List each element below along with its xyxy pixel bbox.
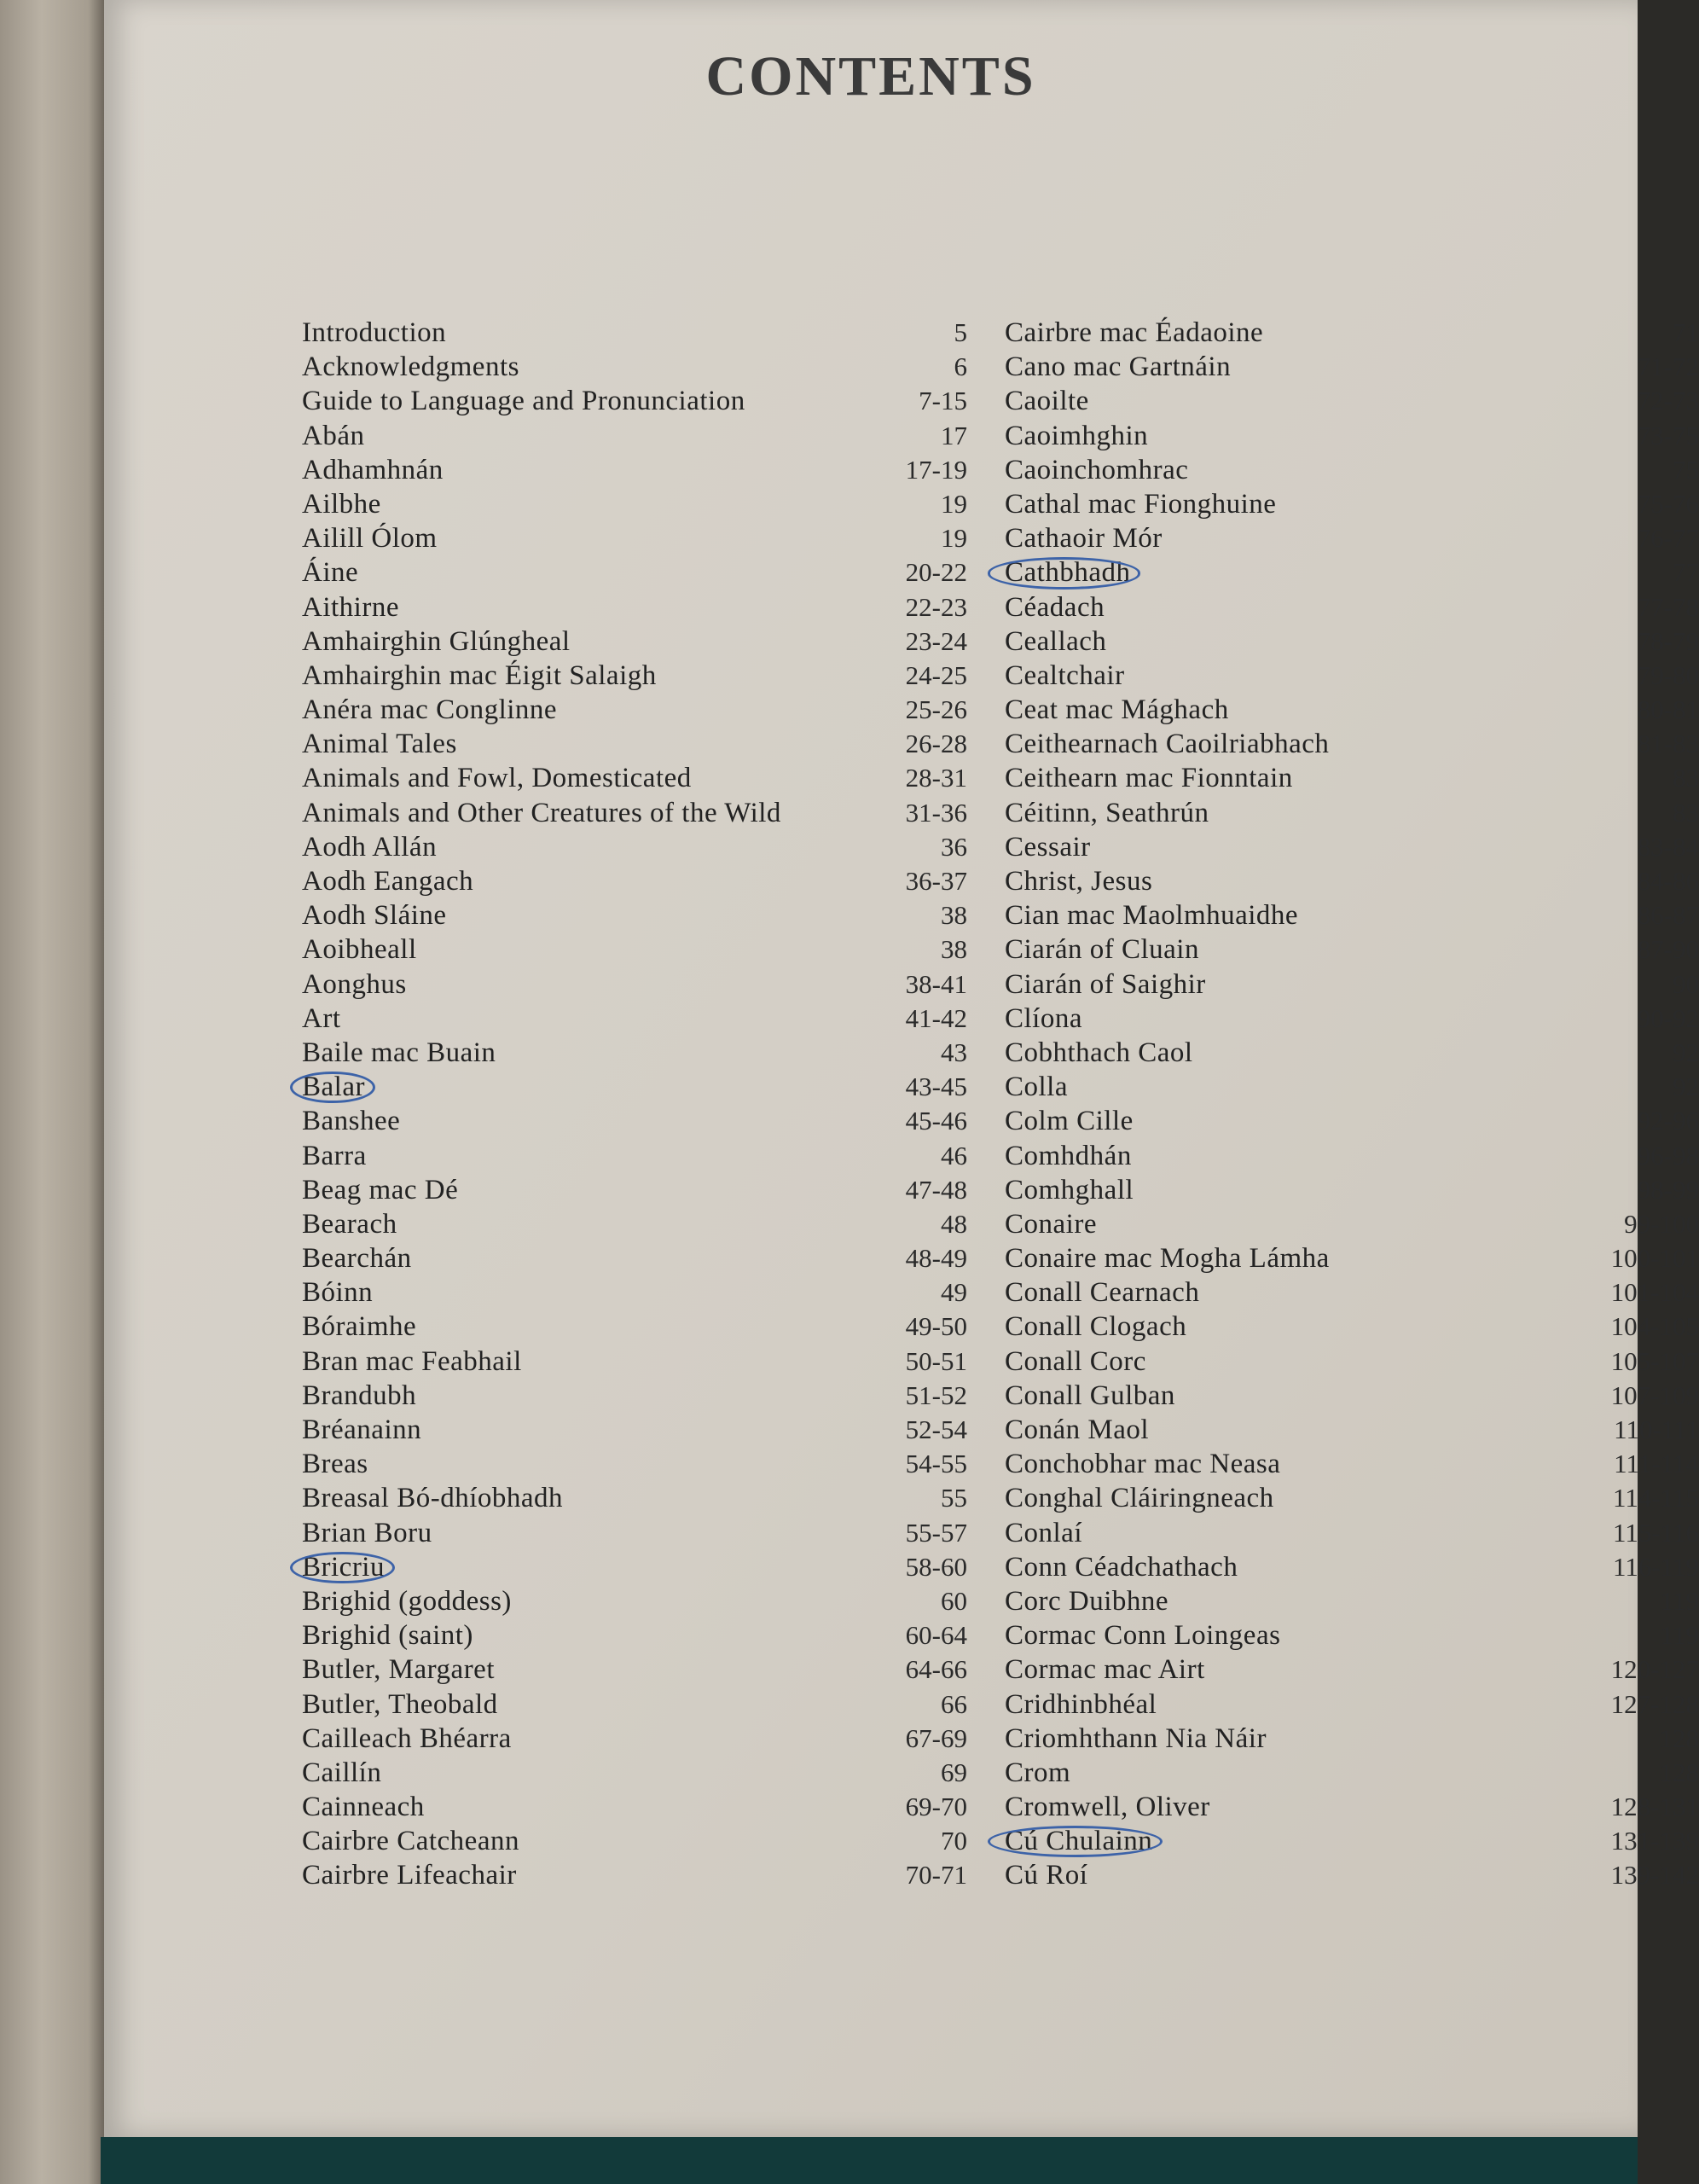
toc-entry-pages: 41-42 [905,1002,967,1033]
toc-entry-pages: 38-41 [905,968,967,999]
toc-entry-pages: 114-115 [1612,1483,1699,1513]
toc-entry-name: Anéra mac Conglinne [302,694,558,726]
toc-entry [302,590,967,624]
toc-entry-name: Animal Tales [302,729,457,760]
toc-entry [1000,693,1699,727]
toc-entry-name: Conall Cearnach [1005,1277,1200,1309]
toc-entry-name: Acknowledgments [302,351,519,383]
toc-entry [302,555,967,590]
toc-entry-pages: 86-87 [1637,900,1699,931]
toc-entry-name: Áine [302,557,359,589]
toc-entry-pages: 70-71 [905,1860,967,1891]
toc-entry [302,1002,967,1036]
toc-entry-name: Clíona [1005,1002,1082,1034]
toc-entry-name: Aonghus [302,968,407,1000]
toc-entry-pages: 24-25 [905,659,967,690]
toc-entry-pages: 46 [941,1140,967,1170]
toc-entry-pages: 17-19 [905,454,967,485]
toc-entry-pages: 77 [1673,557,1699,588]
toc-entry-pages: 48-49 [905,1243,967,1274]
toc-entry-name: Conchobhar mac Neasa [1005,1449,1281,1480]
toc-entry-name: Cathaoir Mór [1005,523,1163,555]
toc-entry-name: Cormac Conn Loingeas [1005,1620,1281,1652]
toc-entry [302,350,967,384]
toc-entry [302,761,967,795]
toc-entry [1000,1310,1699,1344]
toc-entry-pages: 92 [1673,1037,1699,1067]
toc-entry-name: Bóraimhe [302,1311,417,1343]
toc-entry [1000,1241,1699,1275]
toc-entry-name: Cairbre mac Éadaoine [1005,317,1264,348]
toc-entry [302,487,967,521]
toc-entry-name: Aodh Allán [302,831,438,863]
toc-entry-pages: 71 [1673,317,1699,347]
toc-entry-pages: 43 [941,1037,967,1067]
toc-entry-pages: 127-128 [1610,1688,1699,1719]
toc-entry [302,1379,967,1413]
toc-entry-pages: 75-76 [1637,488,1699,519]
toc-entry-pages: 92 [1673,1072,1699,1102]
toc-entry [1000,1550,1699,1584]
toc-entry-pages: 49-50 [905,1311,967,1342]
toc-entry-name: Criomhthann Nia Náir [1005,1722,1267,1754]
toc-entry-pages: 71-72 [1637,351,1699,382]
toc-entry [1000,419,1699,453]
toc-entry-name: Ceat mac Mághach [1005,694,1229,726]
toc-entry-name: Conaire mac Mogha Lámha [1005,1243,1330,1275]
toc-entry-name: Brandubh [302,1380,417,1411]
toc-entry-name: Conall Corc [1005,1345,1146,1377]
toc-entry-name: Bréanainn [302,1414,422,1445]
toc-entry-pages: 47-48 [905,1174,967,1205]
toc-entry-name-circled: Cathbhadh [1000,555,1130,590]
toc-entry-name: Ciarán of Cluain [1005,934,1199,966]
toc-entry-name: Ceithearn mac Fionntain [1005,763,1293,794]
toc-entry-name: Ailill Ólom [302,523,438,555]
toc-entry-pages: 60 [941,1585,967,1616]
toc-entry-pages: 38 [941,900,967,931]
toc-entry-pages: 116-119 [1612,1551,1699,1582]
toc-entry-pages: 36 [941,831,967,862]
toc-entry [1000,384,1699,418]
toc-entry-pages: 83 [1673,763,1699,793]
toc-entry [1000,453,1699,487]
toc-entry-name: Guide to Language and Pronunciation [302,386,745,417]
toc-entry-name: Conán Maol [1005,1414,1150,1445]
toc-entry [1000,350,1699,384]
toc-entry-pages: 49 [941,1277,967,1308]
toc-entry-name: Conghal Cláiringneach [1005,1483,1274,1514]
toc-entry-pages: 45-46 [905,1106,967,1136]
toc-entry-name: Amhairghin Glúngheal [302,625,571,657]
toc-entry-pages: 128 [1659,1722,1699,1753]
toc-entry [1000,1722,1699,1756]
toc-entry [302,1550,967,1584]
toc-entry [1000,1653,1699,1687]
toc-entry-name: Cridhinbhéal [1005,1688,1157,1720]
toc-entry [302,1618,967,1653]
toc-entry-pages: 87-90 [1637,934,1699,965]
contents-column-right [1000,316,1699,1893]
toc-entry-pages: 81-83 [1637,729,1699,759]
toc-entry [302,419,967,453]
toc-entry-name-circled: Bricriu [302,1550,385,1584]
toc-entry-name: Brian Boru [302,1517,432,1548]
toc-entry-pages: 131-139 [1610,1826,1699,1856]
toc-entry [302,898,967,932]
toc-entry [1000,1345,1699,1379]
toc-entry-name: Conlaí [1005,1517,1082,1548]
toc-entry-name: Aodh Sláine [302,900,447,932]
toc-entry-name: Cealtchair [1005,659,1125,691]
toc-entry [302,1687,967,1722]
toc-entry [1000,1481,1699,1515]
toc-entry [302,1790,967,1824]
toc-entry [302,624,967,659]
toc-entry [1000,1516,1699,1550]
toc-entry-pages: 83 [1673,797,1699,828]
toc-entry-name: Bran mac Feabhail [302,1345,522,1377]
toc-entry-pages: 67-69 [905,1722,967,1753]
toc-entry [1000,1413,1699,1447]
toc-entry [1000,659,1699,693]
toc-entry-name: Animals and Fowl, Domesticated [302,763,692,794]
toc-entry [1000,1139,1699,1173]
toc-entry [302,1653,967,1687]
toc-entry-pages: 54-55 [905,1449,967,1479]
toc-entry-pages: 139-142 [1610,1860,1699,1891]
toc-entry [302,1207,967,1241]
contents-column-left [302,316,967,1893]
toc-entry-name: Cairbre Catcheann [302,1826,519,1857]
toc-entry [1000,521,1699,555]
toc-entry-pages: 28-31 [905,763,967,793]
toc-entry [1000,1070,1699,1104]
toc-entry-name: Colla [1005,1072,1068,1103]
toc-entry-pages: 105-107 [1610,1345,1699,1376]
toc-entry-name: Butler, Margaret [302,1654,495,1686]
toc-entry-name: Bearchán [302,1243,412,1275]
toc-entry-name: Conall Clogach [1005,1311,1187,1343]
toc-entry [1000,1379,1699,1413]
toc-entry [1000,555,1699,590]
toc-entry-name: Baile mac Buain [302,1037,496,1068]
toc-entry [302,1756,967,1790]
toc-entry-pages: 83-84 [1637,831,1699,862]
toc-entry [1000,1687,1699,1722]
toc-entry-pages: 100-101 [1610,1243,1699,1274]
toc-entry [1000,1756,1699,1790]
toc-entry-name: Aoibheall [302,934,417,966]
toc-entry-name: Christ, Jesus [1005,866,1153,897]
toc-entry-pages: 50-51 [905,1345,967,1376]
toc-entry [302,1858,967,1892]
toc-entry-pages: 5 [954,317,967,347]
toc-entry-pages: 20-22 [905,557,967,588]
toc-entry [302,1447,967,1481]
toc-entry [1000,967,1699,1002]
toc-entry [302,1722,967,1756]
toc-entry-name: Brighid (goddess) [302,1585,512,1617]
toc-entry [302,1173,967,1207]
toc-entry-pages: 26-28 [905,729,967,759]
toc-entry [302,932,967,967]
toc-entry-pages: 64-66 [905,1654,967,1685]
toc-entry [1000,1173,1699,1207]
toc-entry-name: Conall Gulban [1005,1380,1175,1411]
toc-entry [302,864,967,898]
toc-entry [1000,624,1699,659]
toc-entry-pages: 55 [941,1483,967,1513]
toc-entry-name: Abán [302,420,365,451]
toc-entry [1000,932,1699,967]
toc-entry-name: Amhairghin mac Éigit Salaigh [302,659,657,691]
toc-entry [1000,1207,1699,1241]
toc-entry [302,1413,967,1447]
toc-entry [302,1584,967,1618]
toc-entry-pages: 128-131 [1610,1792,1699,1822]
toc-entry-name: Cian mac Maolmhuaidhe [1005,900,1299,932]
toc-entry-name: Breas [302,1449,368,1480]
toc-entry-pages: 119 [1660,1585,1699,1616]
toc-entry-name: Caoimhghin [1005,420,1149,451]
toc-entry-name: Breasal Bó-dhíobhadh [302,1483,564,1514]
toc-entry-pages: 115-116 [1612,1517,1699,1548]
toc-entry-name: Aithirne [302,591,399,623]
toc-entry [1000,796,1699,830]
toc-entry-name: Cano mac Gartnáin [1005,351,1232,383]
toc-entry-pages: 119 [1660,1620,1699,1651]
toc-entry-pages: 76-77 [1637,523,1699,554]
toc-entry-name: Caillín [302,1757,382,1788]
toc-entry-name: Céadach [1005,591,1105,623]
toc-entry-name: Cathal mac Fionghuine [1005,488,1277,520]
toc-entry [302,727,967,761]
toc-entry-pages: 73-75 [1637,420,1699,450]
toc-entry-pages: 48 [941,1208,967,1239]
toc-entry-pages: 51-52 [905,1380,967,1410]
toc-entry-name: Comhghall [1005,1174,1134,1205]
toc-entry-name: Cromwell, Oliver [1005,1792,1210,1823]
toc-entry-name: Crom [1005,1757,1071,1788]
toc-entry [302,1241,967,1275]
toc-entry-name: Beag mac Dé [302,1174,459,1205]
toc-entry-pages: 22-23 [905,591,967,622]
toc-entry-pages: 55-57 [905,1517,967,1548]
toc-entry-name: Comhdhán [1005,1140,1132,1171]
toc-entry-pages: 7-15 [919,386,967,416]
toc-entry-name: Ailbhe [302,488,381,520]
toc-entry [1000,864,1699,898]
toc-entry [1000,761,1699,795]
toc-entry-pages: 80-81 [1637,694,1699,725]
toc-entry [1000,1790,1699,1824]
toc-entry-pages: 75 [1673,454,1699,485]
toc-entry-pages: 120-127 [1610,1654,1699,1685]
toc-entry-name: Bearach [302,1208,397,1240]
toc-entry [302,659,967,693]
toc-entry-name: Banshee [302,1106,401,1137]
toc-entry [1000,727,1699,761]
toc-entry-pages: 98-99 [1637,1174,1699,1205]
toc-entry-name: Caoilte [1005,386,1089,417]
toc-entry-name: Corc Duibhne [1005,1585,1169,1617]
book-cover-edge [101,2137,1638,2184]
toc-entry [302,1310,967,1344]
toc-entry-pages: 19 [941,523,967,554]
toc-entry-pages: 90-92 [1637,1002,1699,1033]
toc-entry-pages: 107-109 [1610,1380,1699,1410]
toc-entry [302,1516,967,1550]
book-gutter [0,0,104,2184]
toc-entry [302,1104,967,1138]
toc-entry-pages: 128 [1659,1757,1699,1787]
toc-entry [302,967,967,1002]
toc-entry-pages: 78-79 [1637,625,1699,656]
toc-entry-pages: 110-111 [1614,1414,1699,1444]
toc-entry-pages: 60-64 [905,1620,967,1651]
toc-entry-name: Cú Roí [1005,1860,1088,1891]
toc-entry [1000,316,1699,350]
toc-entry-pages: 99-100 [1624,1208,1699,1239]
toc-entry-pages: 25-26 [905,694,967,725]
toc-entry [302,521,967,555]
toc-entry-name-circled: Balar [302,1070,365,1104]
toc-entry-pages: 79-80 [1637,659,1699,690]
toc-entry [302,1345,967,1379]
toc-entry-pages: 72-73 [1637,386,1699,416]
toc-entry [1000,1275,1699,1310]
toc-entry [302,1481,967,1515]
toc-entry [302,1275,967,1310]
toc-entry-pages: 84-86 [1637,866,1699,896]
toc-entry-name: Barra [302,1140,367,1171]
toc-entry-pages: 6 [954,351,967,382]
toc-entry [1000,1824,1699,1858]
toc-entry-pages: 66 [941,1688,967,1719]
toc-entry-name: Aodh Eangach [302,866,474,897]
toc-entry-name: Colm Cille [1005,1106,1134,1137]
toc-entry [1000,1584,1699,1618]
toc-entry [1000,1447,1699,1481]
toc-entry-pages: 43-45 [905,1072,967,1102]
toc-entry [302,316,967,350]
toc-entry [1000,830,1699,864]
toc-entry-pages: 104-105 [1610,1311,1699,1342]
toc-entry [1000,1104,1699,1138]
toc-entry [302,830,967,864]
toc-entry-name: Cainneach [302,1792,425,1823]
toc-entry-name: Conn Céadchathach [1005,1551,1238,1583]
toc-entry-name: Ceithearnach Caoilriabhach [1005,729,1330,760]
toc-entry-name: Brighid (saint) [302,1620,473,1652]
toc-entry [302,1139,967,1173]
toc-entry [1000,487,1699,521]
toc-entry-name: Conaire [1005,1208,1097,1240]
toc-entry [1000,1618,1699,1653]
toc-entry-name: Cobhthach Caol [1005,1037,1193,1068]
toc-entry-pages: 111-114 [1614,1449,1699,1479]
toc-entry [1000,1002,1699,1036]
toc-entry-pages: 52-54 [905,1414,967,1444]
toc-entry [302,693,967,727]
toc-entry-name: Introduction [302,317,447,348]
toc-entry [302,1070,967,1104]
toc-entry-name: Caoinchomhrac [1005,454,1189,485]
toc-entry-pages: 90 [1673,968,1699,999]
toc-entry-pages: 19 [941,488,967,519]
toc-entry-name: Art [302,1002,341,1034]
toc-entry-name: Céitinn, Seathrún [1005,797,1209,828]
toc-entry [1000,1858,1699,1892]
toc-entry-name-circled: Cú Chulainn [1000,1824,1152,1858]
toc-entry-pages: 92-96 [1637,1106,1699,1136]
toc-entry-name: Cairbre Lifeachair [302,1860,517,1891]
toc-entry-name: Bóinn [302,1277,374,1309]
toc-entry [302,384,967,418]
toc-entry-pages: 36-37 [905,866,967,896]
toc-entry [302,1824,967,1858]
toc-entry [302,1036,967,1070]
toc-entry [1000,1036,1699,1070]
toc-entry [302,796,967,830]
toc-entry-pages: 69-70 [905,1792,967,1822]
toc-entry-pages: 70 [941,1826,967,1856]
toc-entry-pages: 38 [941,934,967,965]
toc-entry-pages: 96-98 [1637,1140,1699,1170]
toc-entry-name: Ciarán of Saighir [1005,968,1206,1000]
toc-entry-pages: 17 [941,420,967,450]
toc-entry-name: Cormac mac Airt [1005,1654,1205,1686]
toc-entry [1000,898,1699,932]
toc-entry-pages: 31-36 [905,797,967,828]
book-page [104,0,1699,2137]
toc-entry-pages: 77-78 [1637,591,1699,622]
page-title: CONTENTS [705,45,1036,107]
toc-entry [1000,590,1699,624]
toc-entry-pages: 101-104 [1610,1277,1699,1308]
toc-entry-pages: 58-60 [905,1551,967,1582]
toc-entry-pages: 23-24 [905,625,967,656]
toc-entry-name: Cessair [1005,831,1091,863]
toc-entry-name: Animals and Other Creatures of the Wild [302,797,781,828]
toc-entry-pages: 69 [941,1757,967,1787]
toc-entry [302,453,967,487]
toc-entry-name: Ceallach [1005,625,1107,657]
toc-entry-name: Butler, Theobald [302,1688,498,1720]
toc-entry-name: Cailleach Bhéarra [302,1722,512,1754]
toc-entry-name: Adhamhnán [302,454,444,485]
